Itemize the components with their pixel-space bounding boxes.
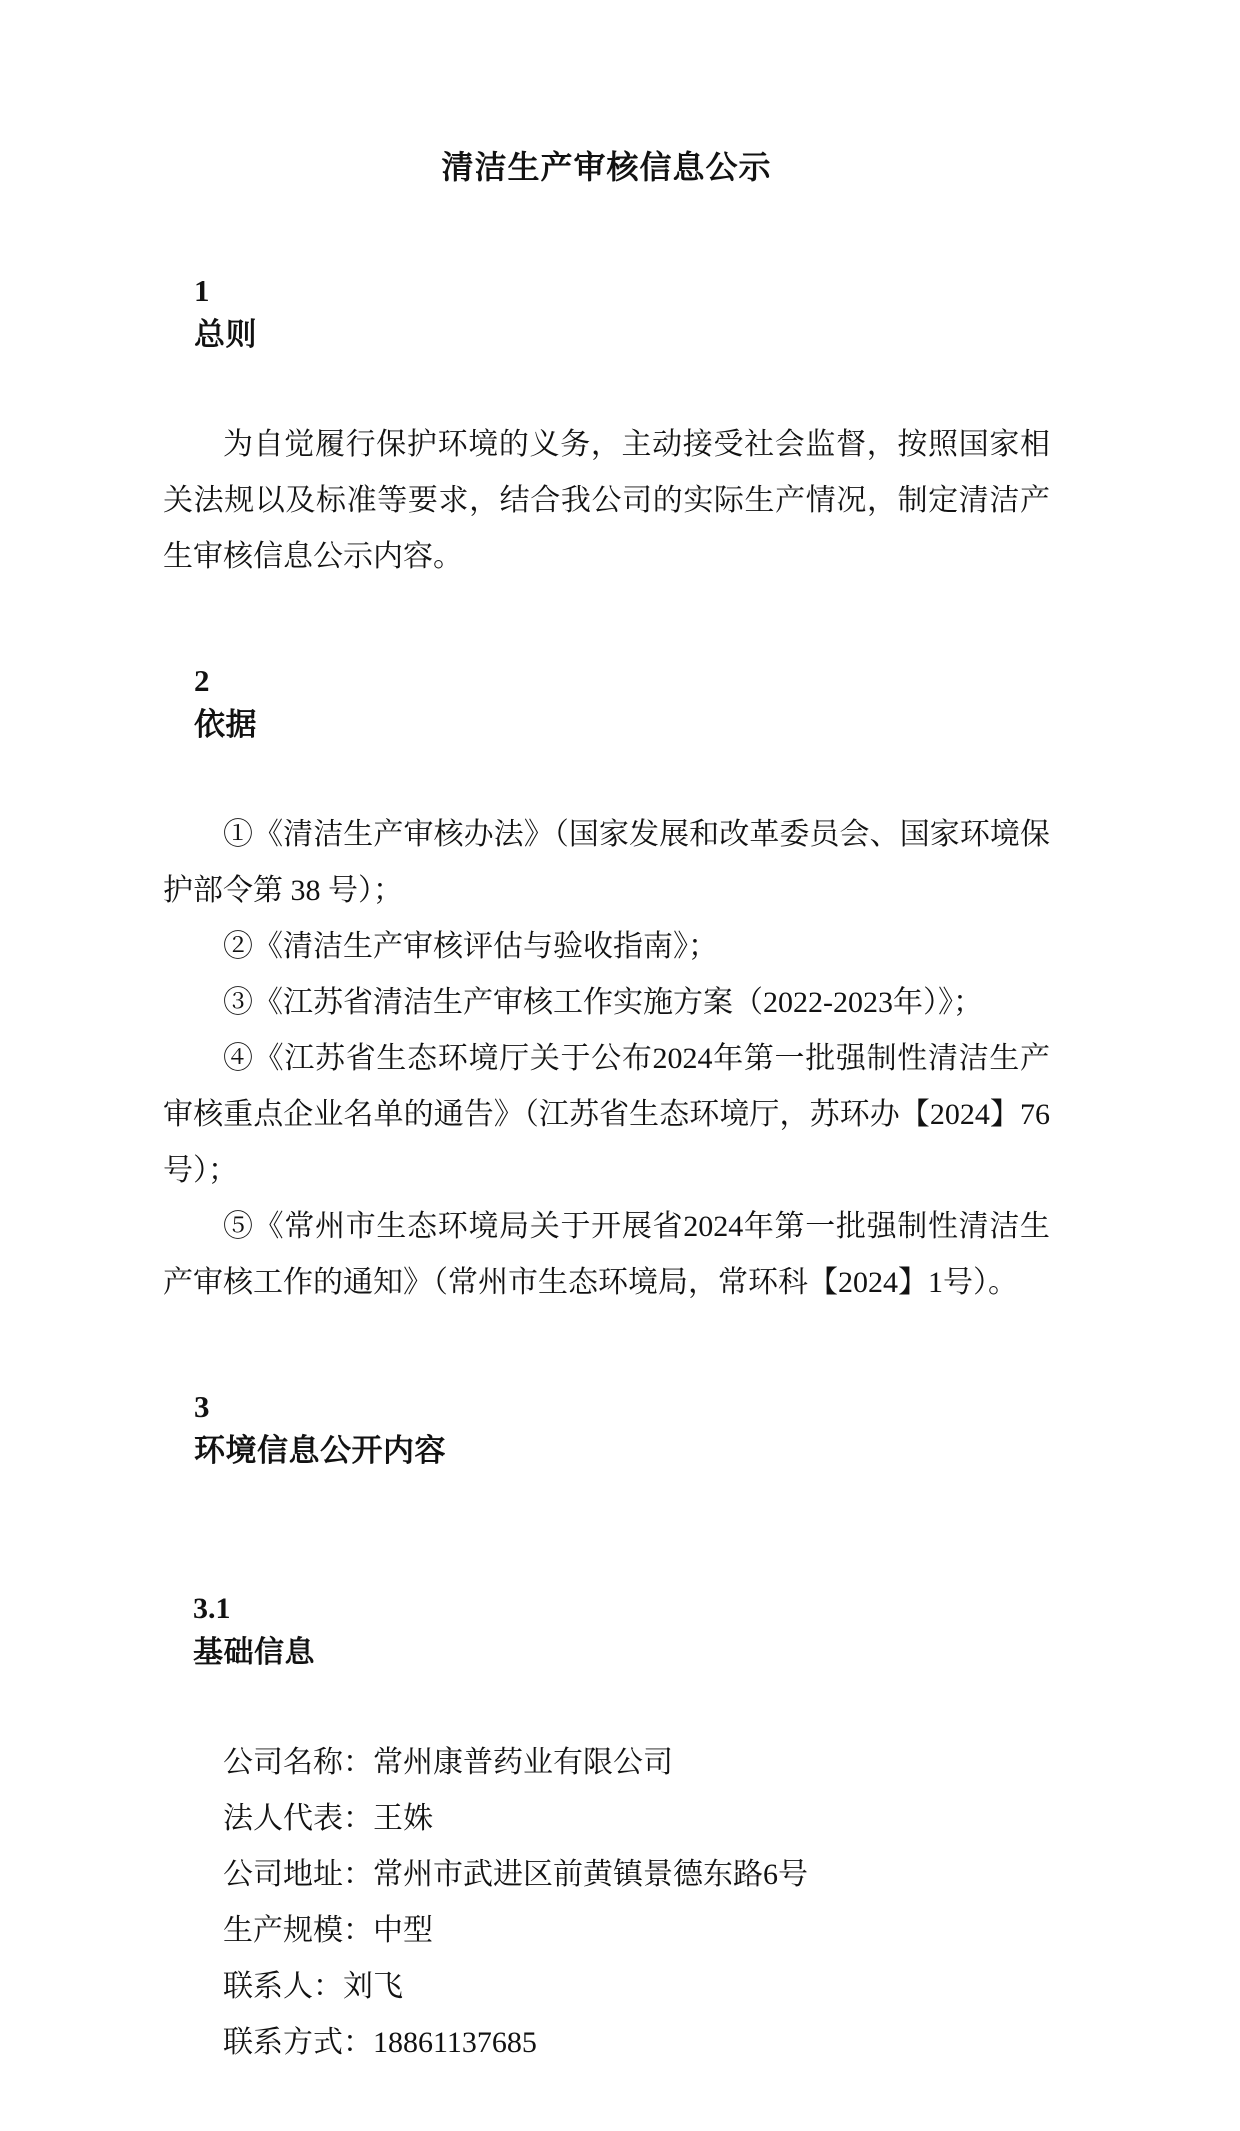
section-2-label: 依据 <box>194 707 257 742</box>
subsection-3-1-label: 基础信息 <box>193 1636 315 1669</box>
section-3-number: 3 <box>194 1389 210 1424</box>
basis-item-2: ②《清洁生产审核评估与验收指南》； <box>223 930 718 963</box>
basis-item-3: ③《江苏省清洁生产审核工作实施方案（2022-2023年）》； <box>223 986 983 1019</box>
info-legal-representative: 法人代表：王姝 <box>223 1802 433 1835</box>
document-title: 清洁生产审核信息公示 <box>441 149 772 185</box>
basis-item-5: ⑤《常州市生态环境局关于开展省2024年第一批强制性清洁生产审核工作的通知》（常州市生态环境局，常环科【2024】1号）。 <box>163 1210 1050 1299</box>
info-production-scale: 生产规模：中型 <box>223 1914 433 1947</box>
basis-item-4: ④《江苏省生态环境厅关于公布2024年第一批强制性清洁生产审核重点企业名单的通告》（江苏省生态环境厅，苏环办【2024】76号）； <box>163 1042 1050 1187</box>
section-1-label: 总则 <box>194 317 257 352</box>
info-company-name: 公司名称：常州康普药业有限公司 <box>223 1746 673 1779</box>
subsection-3-1-number: 3.1 <box>193 1592 231 1625</box>
section-2-number: 2 <box>194 663 210 698</box>
section-3-heading <box>163 1341 1050 1517</box>
section-1-number: 1 <box>194 273 210 308</box>
section-1-heading <box>163 225 1050 401</box>
section-3-label: 环境信息公开内容 <box>194 1433 446 1468</box>
basis-item-1: ①《清洁生产审核办法》（国家发展和改革委员会、国家环境保护部令第 38 号）； <box>163 818 1050 907</box>
info-contact-person: 联系人：刘飞 <box>223 1970 403 2003</box>
section-2-heading <box>163 615 1050 791</box>
section-1-paragraph: 为自觉履行保护环境的义务，主动接受社会监督，按照国家相关法规以及标准等要求，结合我公司的实际生产情况，制定清洁产生审核信息公示内容。 <box>163 428 1050 573</box>
info-company-address: 公司地址：常州市武进区前黄镇景德东路6号 <box>223 1858 808 1891</box>
subsection-3-1-heading <box>163 1543 1050 1719</box>
info-contact-phone: 联系方式：18861137685 <box>223 2026 537 2059</box>
